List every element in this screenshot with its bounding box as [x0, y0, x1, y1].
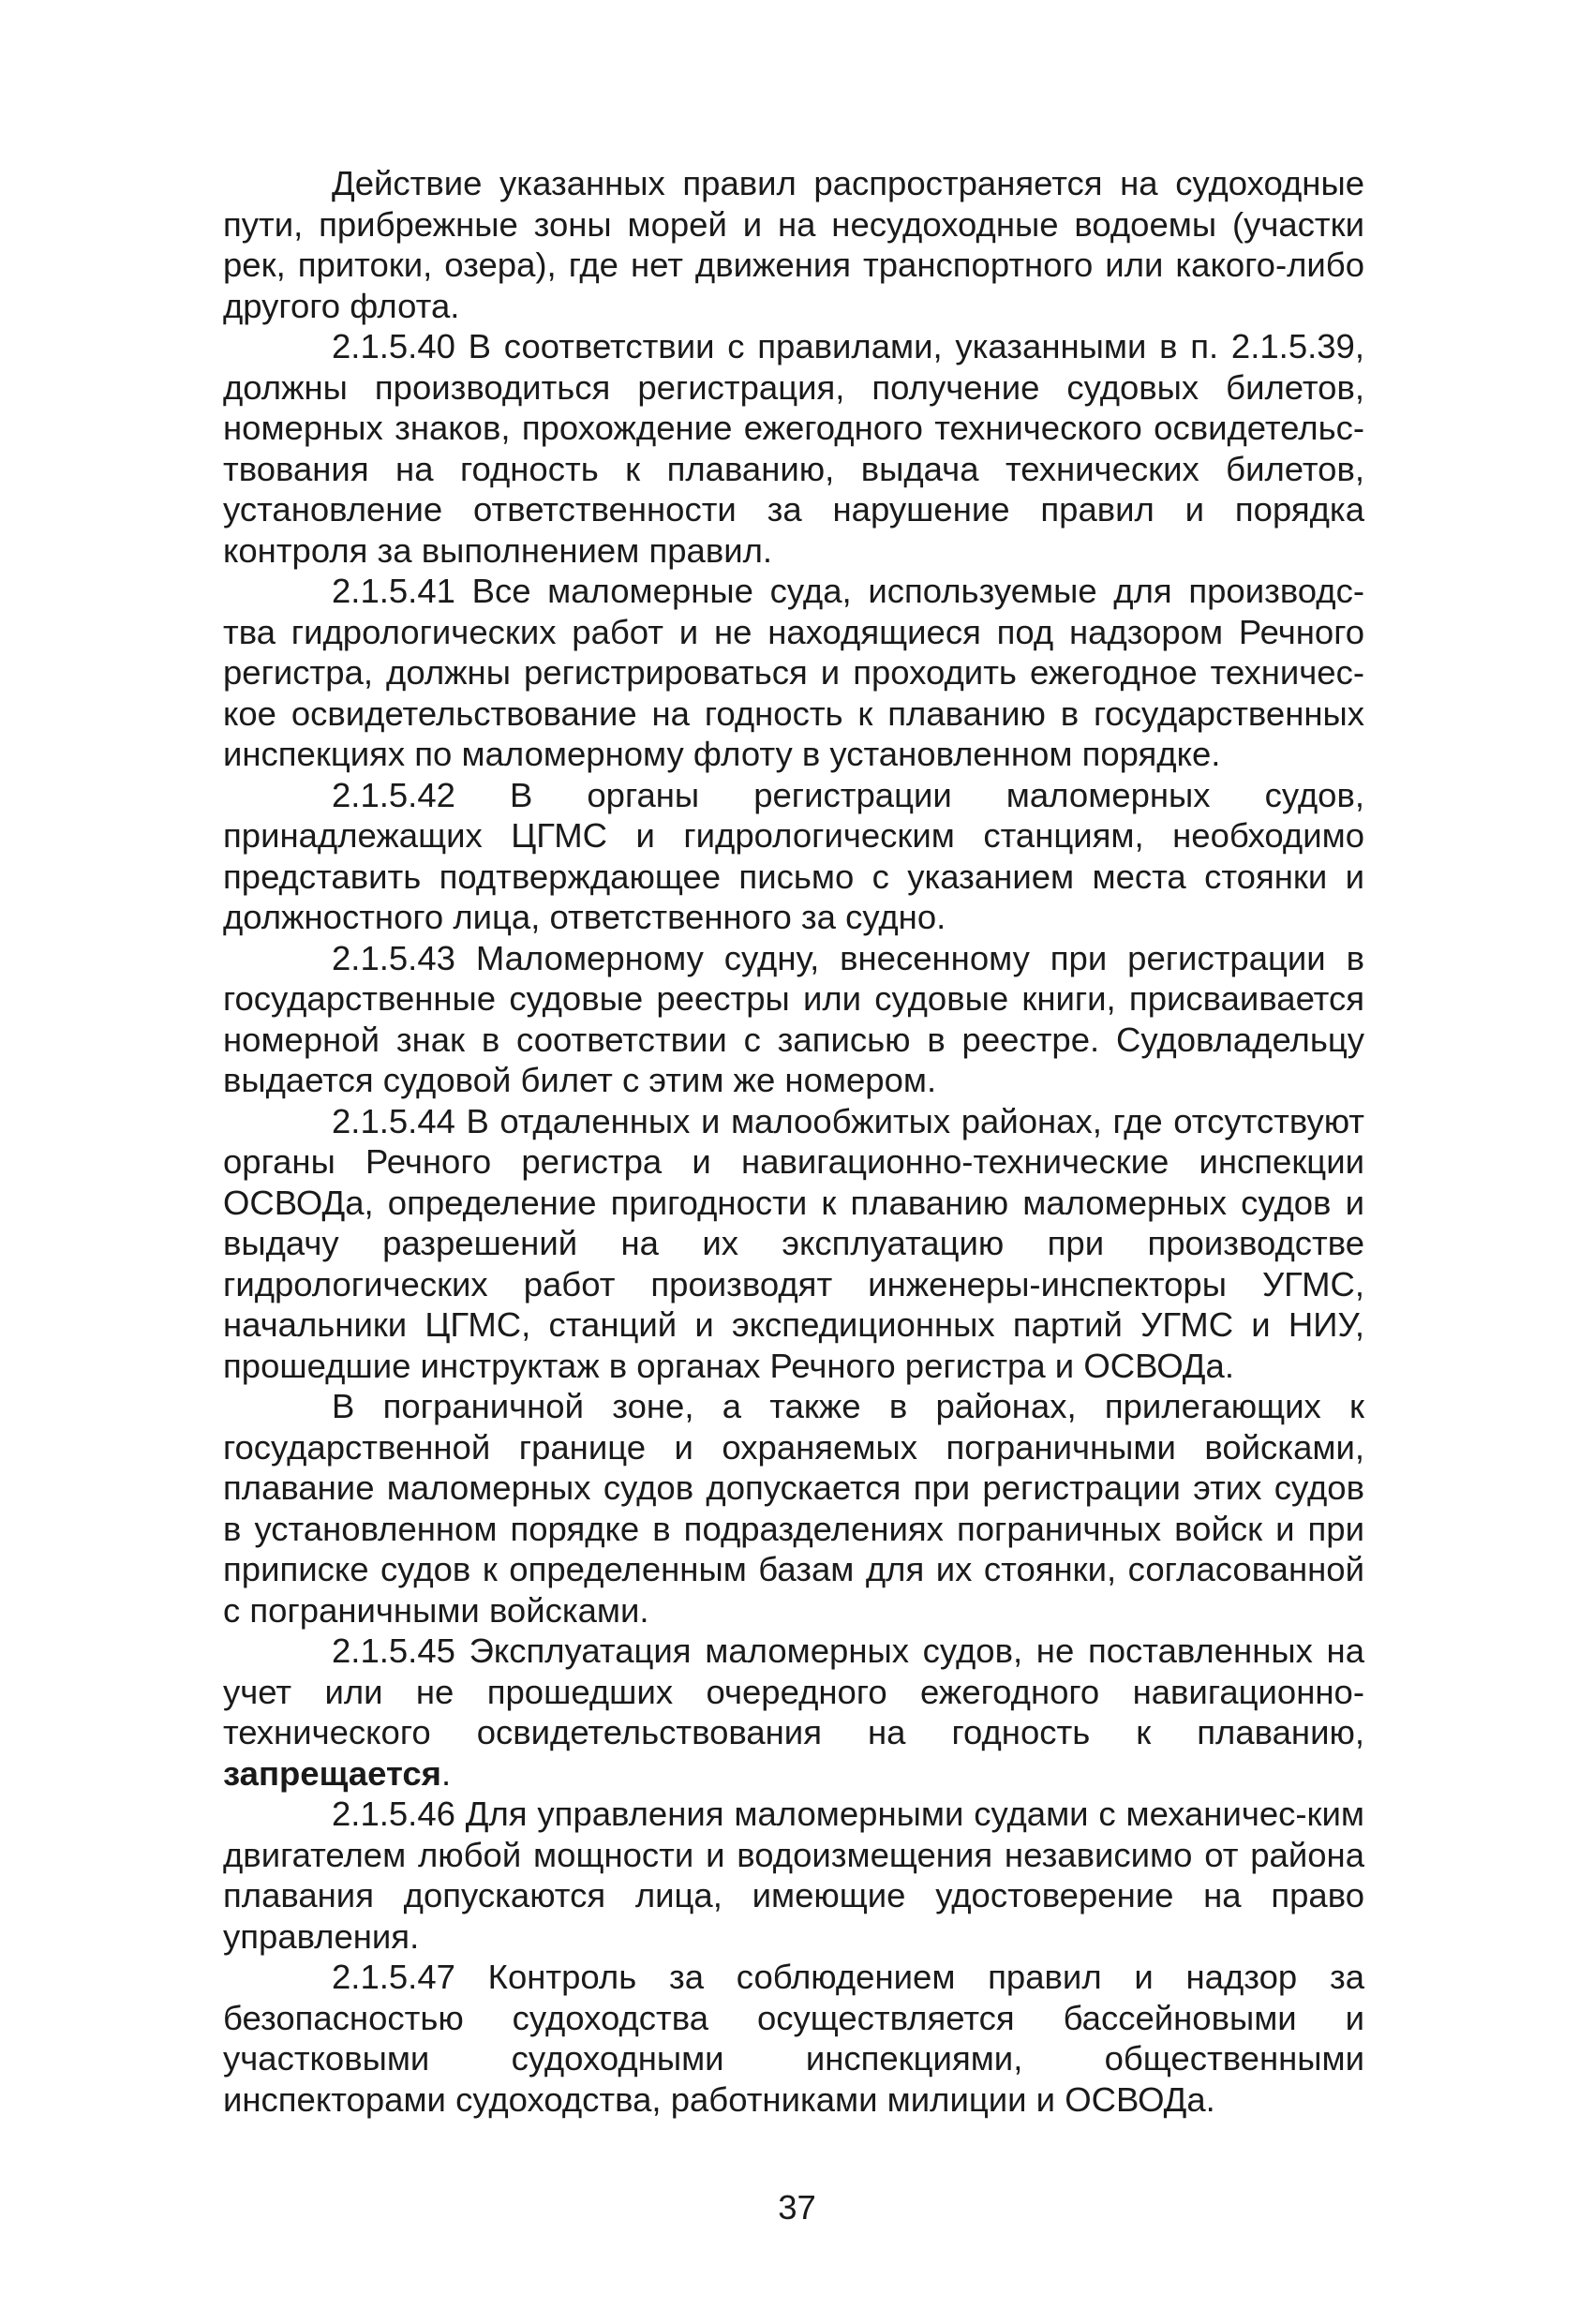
paragraph: 2.1.5.43 Маломерному судну, внесенному при регистрации в государственные судовые реестры или судовые книги, присваивается номерной знак в соответствии с записью в реестре. Судовладельцу выдается судовой билет с этим же номером.: [223, 938, 1364, 1099]
paragraph-text: 2.1.5.45 Эксплуатация маломерных судов, не поставленных на учет или не прошедших очередного ежегодного навигационно-технического освидетельствования на годность к плаванию,: [223, 1631, 1364, 1751]
paragraph: 2.1.5.46 Для управления маломерными судами с механичес-ким двигателем любой мощности и водоизмещения независимо от района плавания допускаются лица, имеющие удостоверение на право управления.: [223, 1795, 1364, 1956]
emphasis-prohibited: запрещается: [223, 1753, 441, 1793]
paragraph: 2.1.5.47 Контроль за соблюдением правил и надзор за безопасностью судоходства осуществляется бассейновыми и участковыми судоходными инспекциями, общественными инспекторами судоходства, работниками милиции и ОСВОДа.: [223, 1958, 1364, 2119]
body-text: [223, 163, 1364, 2120]
paragraph-tail: .: [440, 1753, 452, 1793]
page-number: 37: [778, 2188, 816, 2227]
paragraph-with-emphasis: [223, 1631, 1364, 1794]
paragraph: 2.1.5.44 В отдаленных и малообжитых районах, где отсутствуют органы Речного регистра и навигационно-технические инспекции ОСВОДа, определение пригодности к плаванию маломерных судов и выдачу разрешений на их эксплуатацию при производстве гидрологических работ производят инженеры-инспекторы УГМС, начальники ЦГМС, станций и экспедиционных партий УГМС и НИУ, прошедшие инструктаж в органах Речного регистра и ОСВОДа.: [223, 1101, 1364, 1385]
paragraph: 2.1.5.40 В соответствии с правилами, указанными в п. 2.1.5.39, должны производиться регистрация, получение судовых билетов, номерных знаков, прохождение ежегодного технического освидетельс-твования на годность к плаванию, выдача технических билетов, установление ответственности за нарушение правил и порядка контроля за выполнением правил.: [223, 327, 1364, 570]
paragraph: 2.1.5.41 Все маломерные суда, используемые для производс-тва гидрологических работ и не находящиеся под надзором Речного регистра, должны регистрироваться и проходить ежегодное техничес-кое освидетельствование на годность к плаванию в государственных инспекциях по маломерному флоту в установленном порядке.: [223, 572, 1364, 773]
paragraph: В пограничной зоне, а также в районах, прилегающих к государственной границе и охраняемых пограничными войсками, плавание маломерных судов допускается при регистрации этих судов в установленном порядке в подразделениях пограничных войск и при приписке судов к определенным базам для их стоянки, согласованной с пограничными войсками.: [223, 1387, 1364, 1630]
paragraph: Действие указанных правил распространяется на судоходные пути, прибрежные зоны морей и на несудоходные водоемы (участки рек, притоки, озера), где нет движения транспортного или какого-либо другого флота.: [223, 164, 1364, 325]
paragraph: 2.1.5.42 В органы регистрации маломерных судов, принадлежащих ЦГМС и гидрологическим станциям, необходимо представить подтверждающее письмо с указанием места стоянки и должностного лица, ответственного за судно.: [223, 775, 1364, 936]
